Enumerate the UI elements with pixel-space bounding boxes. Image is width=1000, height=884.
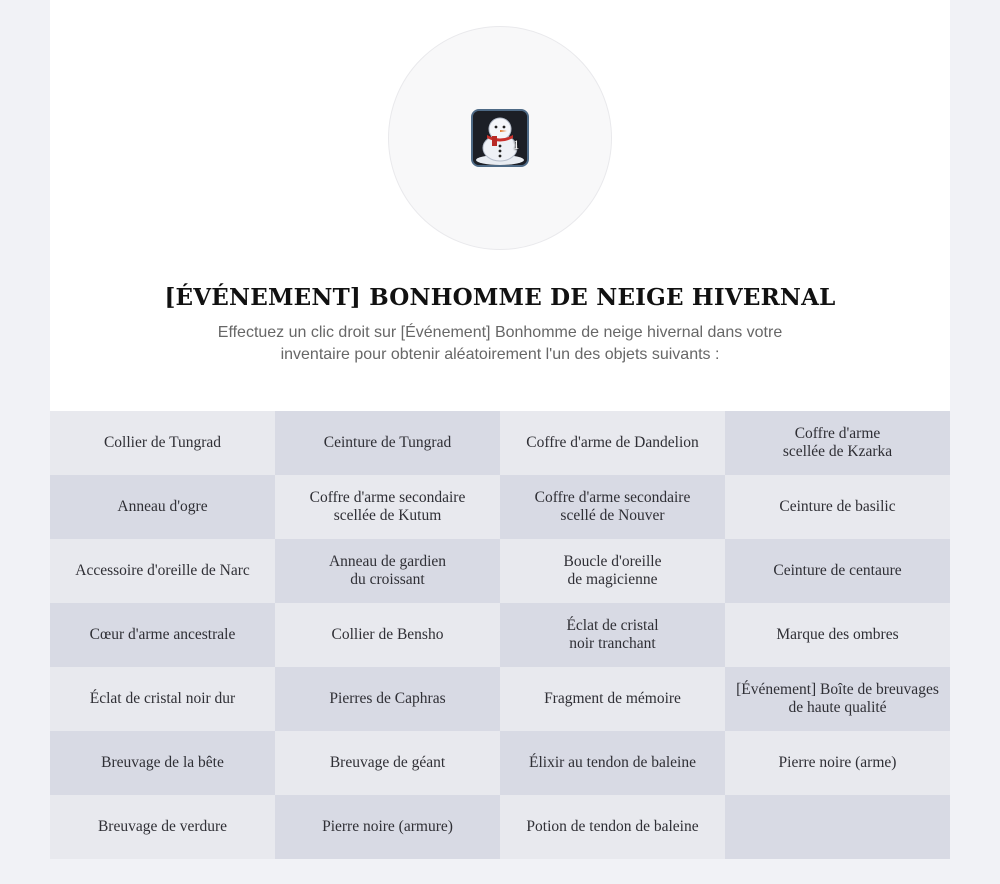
reward-cell: Boucle d'oreille de magicienne — [500, 539, 725, 603]
reward-cell: Ceinture de centaure — [725, 539, 950, 603]
reward-cell: Pierre noire (arme) — [725, 731, 950, 795]
reward-cell: Marque des ombres — [725, 603, 950, 667]
reward-cell: Breuvage de la bête — [50, 731, 275, 795]
reward-cell: [Événement] Boîte de breuvages de haute qualité — [725, 667, 950, 731]
reward-cell: Anneau d'ogre — [50, 475, 275, 539]
reward-cell: Coffre d'arme secondaire scellée de Kutum — [275, 475, 500, 539]
reward-cell: Éclat de cristal noir tranchant — [500, 603, 725, 667]
reward-cell: Fragment de mémoire — [500, 667, 725, 731]
reward-cell: Collier de Bensho — [275, 603, 500, 667]
reward-cell: Coffre d'arme de Dandelion — [500, 411, 725, 475]
snowman-icon[interactable] — [471, 109, 529, 167]
reward-cell: Collier de Tungrad — [50, 411, 275, 475]
reward-cell: Cœur d'arme ancestrale — [50, 603, 275, 667]
reward-cell: Ceinture de basilic — [725, 475, 950, 539]
reward-cell: Breuvage de géant — [275, 731, 500, 795]
reward-cell: Ceinture de Tungrad — [275, 411, 500, 475]
item-quantity: 1 — [513, 139, 520, 152]
reward-cell: Éclat de cristal noir dur — [50, 667, 275, 731]
reward-cell: Pierres de Caphras — [275, 667, 500, 731]
reward-cell: Coffre d'arme scellée de Kzarka — [725, 411, 950, 475]
reward-cell: Pierre noire (armure) — [275, 795, 500, 859]
reward-table — [50, 411, 950, 859]
reward-cell-empty — [725, 795, 950, 859]
item-detail-panel — [50, 0, 950, 859]
reward-cell: Élixir au tendon de baleine — [500, 731, 725, 795]
reward-cell: Breuvage de verdure — [50, 795, 275, 859]
item-title: [ÉVÉNEMENT] BONHOMME DE NEIGE HIVERNAL — [164, 284, 836, 311]
reward-cell: Anneau de gardien du croissant — [275, 539, 500, 603]
reward-cell: Accessoire d'oreille de Narc — [50, 539, 275, 603]
reward-cell: Potion de tendon de baleine — [500, 795, 725, 859]
reward-cell: Coffre d'arme secondaire scellé de Nouver — [500, 475, 725, 539]
item-icon-frame — [388, 26, 612, 250]
item-description: Effectuez un clic droit sur [Événement] Bonhomme de neige hivernal dans votre inventaire pour obtenir aléatoirement l'un des objets suivants : — [217, 324, 783, 363]
